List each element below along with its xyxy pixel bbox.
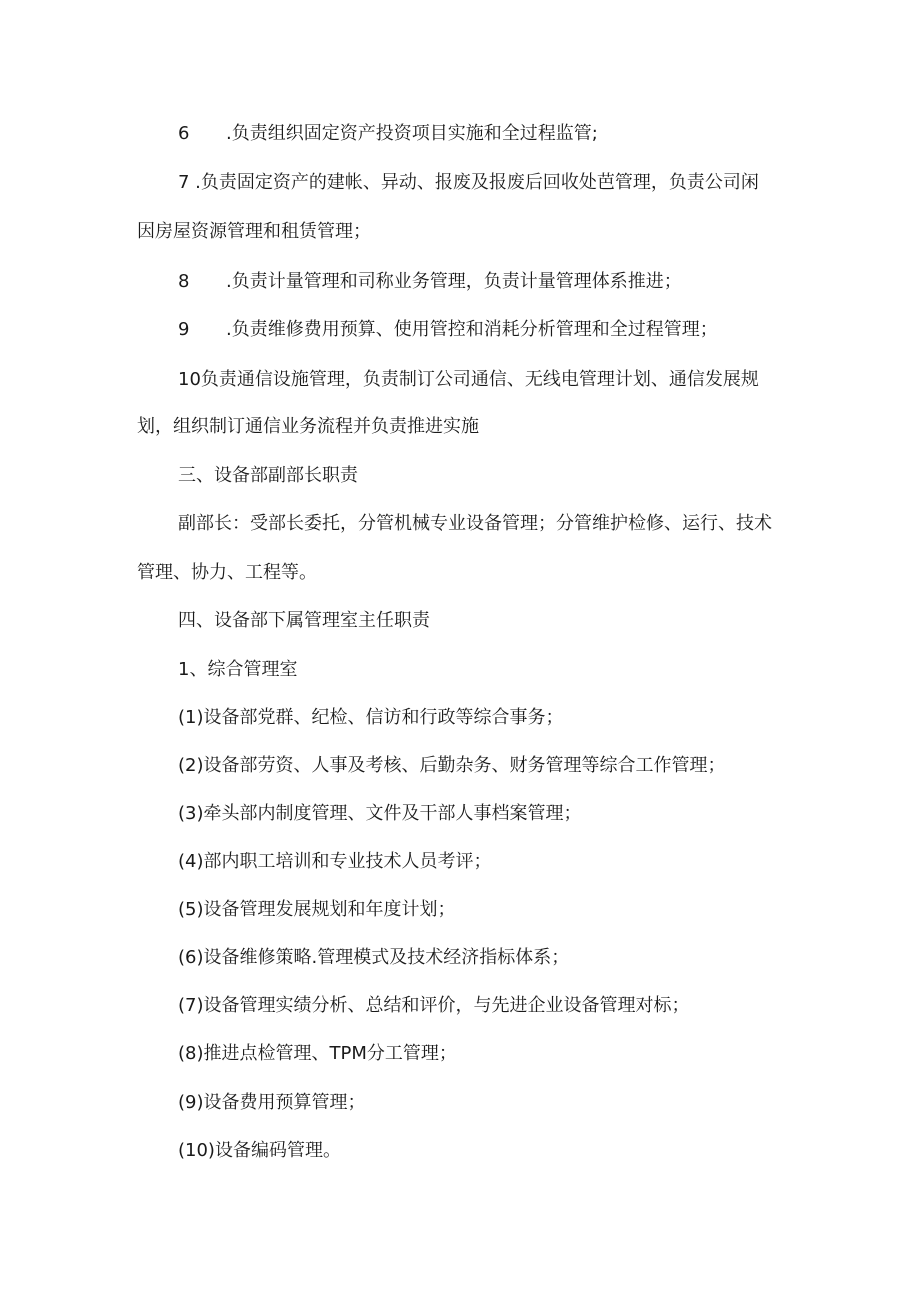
- list-item: (2)设备部劳资、人事及考核、后勤杂务、财务管理等综合工作管理；: [178, 755, 726, 776]
- paragraph-8: [178, 270, 682, 294]
- paragraph-number: 6: [178, 123, 190, 144]
- list-item: (10)设备编码管理。: [178, 1140, 341, 1161]
- paragraph-text: .负责组织固定资产投资项目实施和全过程监管;: [226, 123, 598, 144]
- list-item: (4)部内职工培训和专业技术人员考评；: [178, 851, 492, 872]
- paragraph-text: .负责计量管理和司称业务管理，负责计量管理体系推进；: [226, 271, 682, 292]
- deputy-duty-line-1: 副部长：受部长委托，分管机械专业设备管理；分管维护检修、运行、技术: [178, 513, 772, 534]
- list-item: (7)设备管理实绩分析、总结和评价，与先进企业设备管理对标；: [178, 995, 690, 1016]
- paragraph-number: 8: [178, 271, 190, 292]
- paragraph-number: 9: [178, 319, 190, 340]
- list-item: (6)设备维修策略.管理模式及技术经济指标体系；: [178, 947, 570, 968]
- section-heading-4: 四、设备部下属管理室主任职责: [178, 610, 430, 631]
- paragraph-7-line-1: 7 .负责固定资产的建帐、异动、报废及报废后回收处芭管理，负责公司闲: [178, 172, 759, 193]
- subsection-1: 1、综合管理室: [178, 659, 298, 680]
- paragraph-text: .负责维修费用预算、使用管控和消耗分析管理和全过程管理；: [226, 319, 718, 340]
- deputy-duty-line-2: 管理、协力、工程等。: [137, 562, 317, 583]
- list-item: (3)牵头部内制度管理、文件及干部人事档案管理；: [178, 803, 582, 824]
- list-item: (5)设备管理发展规划和年度计划；: [178, 899, 456, 920]
- paragraph-10-line-1: 10负责通信设施管理，负责制订公司通信、无线电管理计划、通信发展规: [178, 369, 759, 390]
- paragraph-10-line-2: 划，组织制订通信业务流程并负责推进实施: [137, 416, 479, 437]
- paragraph-9: [178, 318, 718, 342]
- list-item: (9)设备费用预算管理；: [178, 1092, 366, 1113]
- section-heading-3: 三、设备部副部长职责: [178, 465, 358, 486]
- paragraph-7-line-2: 因房屋资源管理和租赁管理；: [137, 221, 371, 242]
- list-item: (1)设备部党群、纪检、信访和行政等综合事务；: [178, 707, 564, 728]
- paragraph-6: [178, 122, 598, 146]
- list-item: (8)推进点检管理、TPM分工管理；: [178, 1043, 457, 1064]
